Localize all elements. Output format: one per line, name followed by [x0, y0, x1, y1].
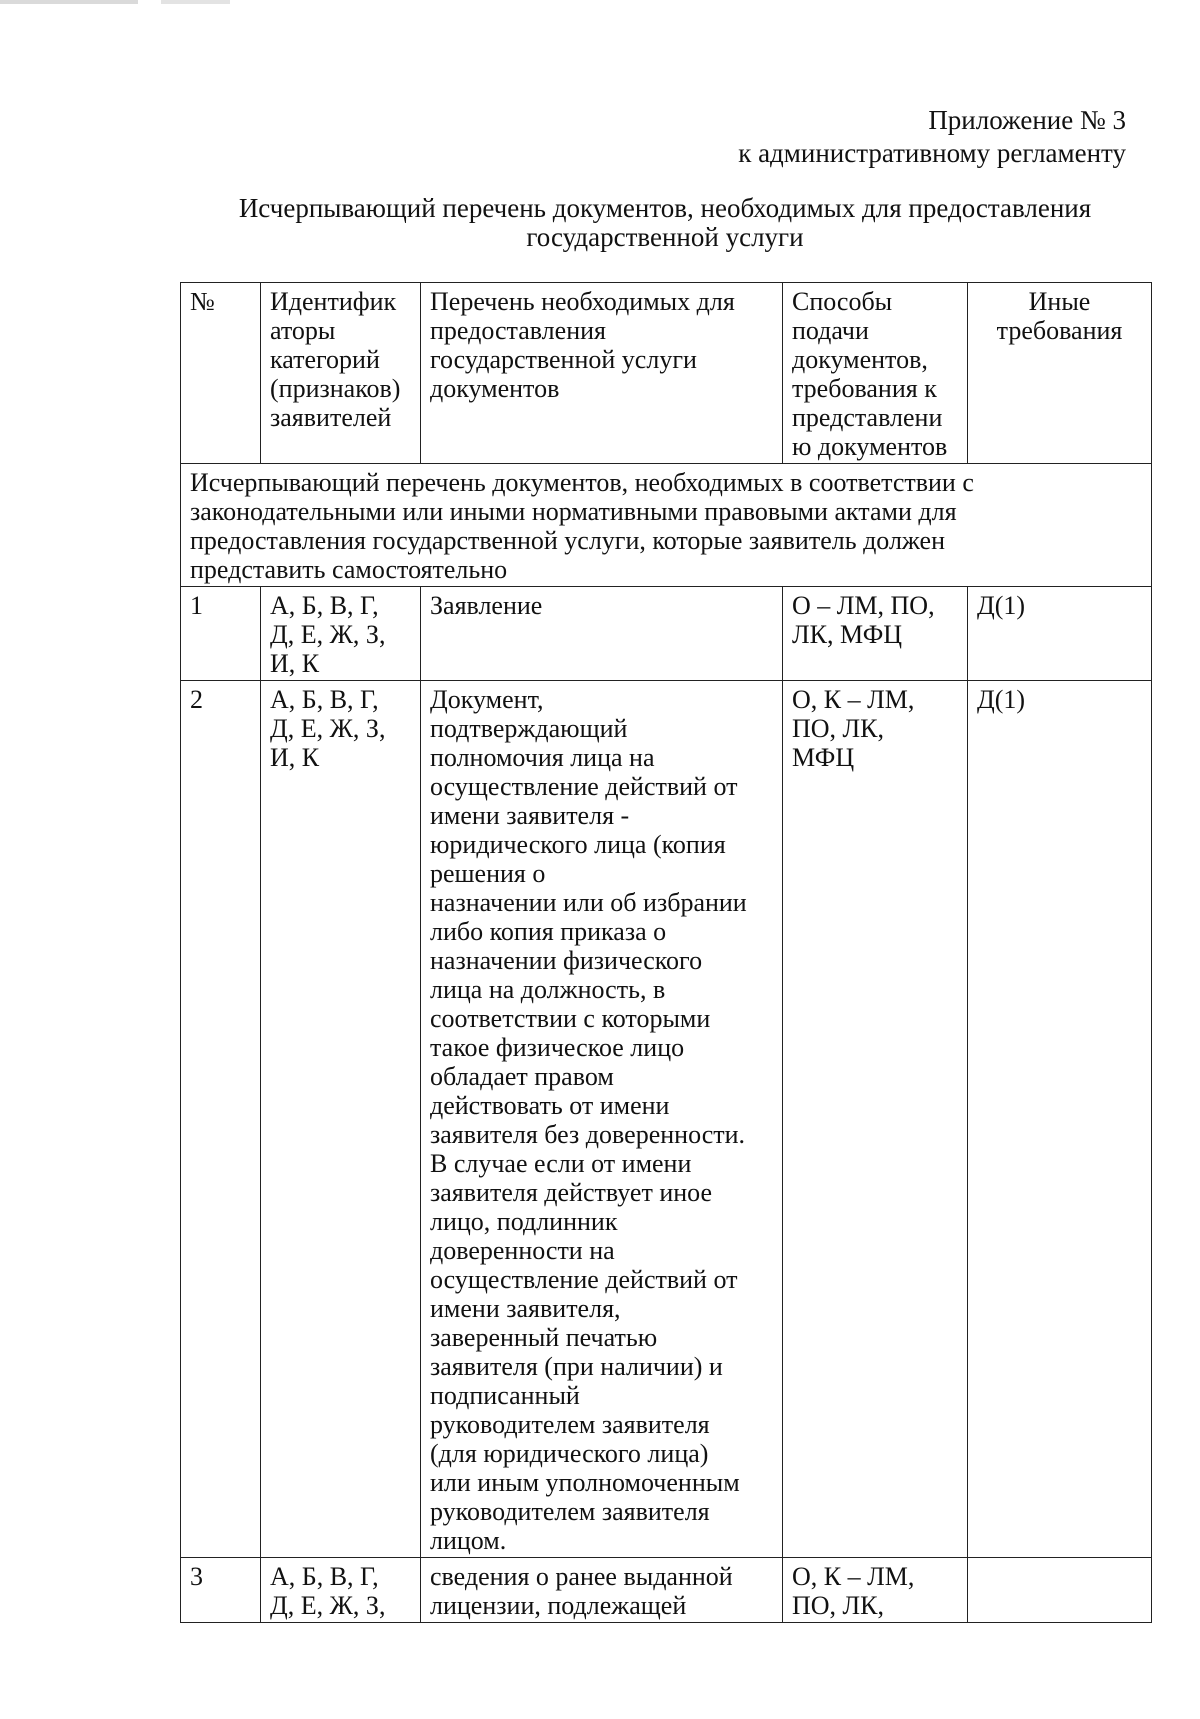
row-document: Заявление [421, 587, 783, 681]
header-methods: Способы подачи документов, требования к представлени ю документов [783, 283, 968, 464]
header-categories: Идентифик аторы категорий (признаков) заявителей [261, 283, 421, 464]
document-title-line2: государственной услуги [526, 222, 804, 252]
table-header-row [181, 283, 1152, 464]
scan-artifact [0, 0, 230, 4]
table-row [181, 587, 1152, 681]
section-heading-row [181, 464, 1152, 587]
header-number: № [181, 283, 261, 464]
row-categories: А, Б, В, Г, Д, Е, Ж, З, И, К [261, 587, 421, 681]
row-categories: А, Б, В, Г, Д, Е, Ж, З, И, К [261, 681, 421, 1558]
appendix-note [738, 104, 1126, 170]
document-title-line1: Исчерпывающий перечень документов, необходимых для предоставления [238, 193, 1092, 223]
row-document: Документ, подтверждающий полномочия лица на осуществление действий от имени заявителя - юридического лица (копия решения о назначении или об избрании либо копия приказа о назначении физического лица на должность, в соответствии с которыми такое физическое лицо обладает правом действовать от имени заявителя без доверенности. В случае если от имени заявителя действует иное лицо, подлинник доверенности на осуществление действий от имени заявителя, заверенный печатью заявителя (при наличии) и подписанный руководителем заявителя (для юридического лица) или иным уполномоченным руководителем заявителя лицом. [421, 681, 783, 1558]
row-other-requirements [968, 1558, 1152, 1623]
row-methods: О, К – ЛМ, ПО, ЛК, [783, 1558, 968, 1623]
section-heading: Исчерпывающий перечень документов, необходимых в соответствии с законодательными или иными нормативными правовыми актами для предоставления государственной услуги, которые заявитель должен представить самостоятельно [181, 464, 1152, 587]
row-number: 1 [181, 587, 261, 681]
header-documents: Перечень необходимых для предоставления государственной услуги документов [421, 283, 783, 464]
row-other-requirements: Д(1) [968, 587, 1152, 681]
appendix-reference: к административному регламенту [738, 138, 1126, 168]
row-methods: О – ЛМ, ПО, ЛК, МФЦ [783, 587, 968, 681]
documents-table [180, 282, 1152, 1623]
row-methods: О, К – ЛМ, ПО, ЛК, МФЦ [783, 681, 968, 1558]
row-other-requirements: Д(1) [968, 681, 1152, 1558]
table-row [181, 1558, 1152, 1623]
row-categories: А, Б, В, Г, Д, Е, Ж, З, [261, 1558, 421, 1623]
header-other-requirements: Иные требования [968, 283, 1152, 464]
document-title [200, 194, 1130, 252]
row-number: 2 [181, 681, 261, 1558]
table-row [181, 681, 1152, 1558]
row-document: сведения о ранее выданной лицензии, подлежащей [421, 1558, 783, 1623]
row-number: 3 [181, 1558, 261, 1623]
appendix-number: Приложение № 3 [928, 105, 1126, 135]
